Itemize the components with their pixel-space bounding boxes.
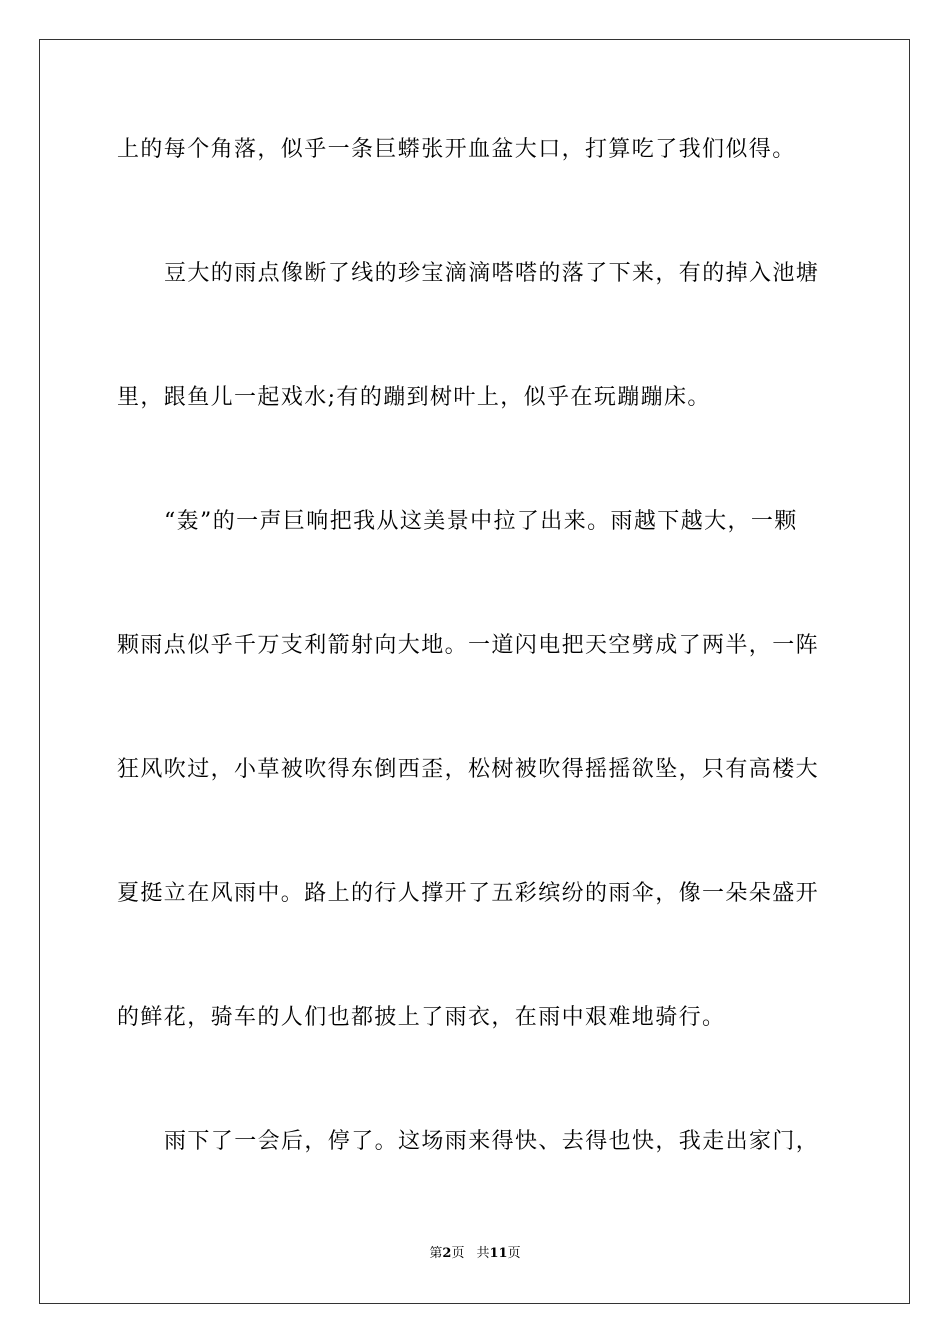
total-suffix: 页	[507, 1246, 521, 1261]
text-line-4: “轰”的一声巨响把我从这美景中拉了出来。雨越下越大，一颗	[164, 509, 798, 534]
text-line-5: 颗雨点似乎千万支利箭射向大地。一道闪电把天空劈成了两半，一阵	[117, 633, 820, 658]
text-line-3: 里，跟鱼儿一起戏水;有的蹦到树叶上，似乎在玩蹦蹦床。	[117, 385, 711, 410]
total-pages: 11	[489, 1246, 508, 1261]
page-suffix: 页	[451, 1246, 465, 1261]
page-border	[39, 39, 910, 1304]
text-line-7: 夏挺立在风雨中。路上的行人撑开了五彩缤纷的雨伞，像一朵朵盛开	[117, 881, 820, 906]
total-prefix: 共	[476, 1246, 490, 1261]
page-number: 2	[442, 1246, 452, 1261]
text-line-8: 的鲜花，骑车的人们也都披上了雨衣，在雨中艰难地骑行。	[117, 1005, 726, 1030]
page-footer	[0, 1244, 950, 1264]
page-prefix: 第	[429, 1246, 443, 1261]
text-line-2: 豆大的雨点像断了线的珍宝滴滴嗒嗒的落了下来，有的掉入池塘	[164, 261, 820, 286]
text-line-6: 狂风吹过，小草被吹得东倒西歪，松树被吹得摇摇欲坠，只有高楼大	[117, 757, 820, 782]
text-line-9: 雨下了一会后，停了。这场雨来得快、去得也快，我走出家门，	[164, 1129, 820, 1154]
text-line-1: 上的每个角落，似乎一条巨蟒张开血盆大口，打算吃了我们似得。	[117, 137, 796, 162]
